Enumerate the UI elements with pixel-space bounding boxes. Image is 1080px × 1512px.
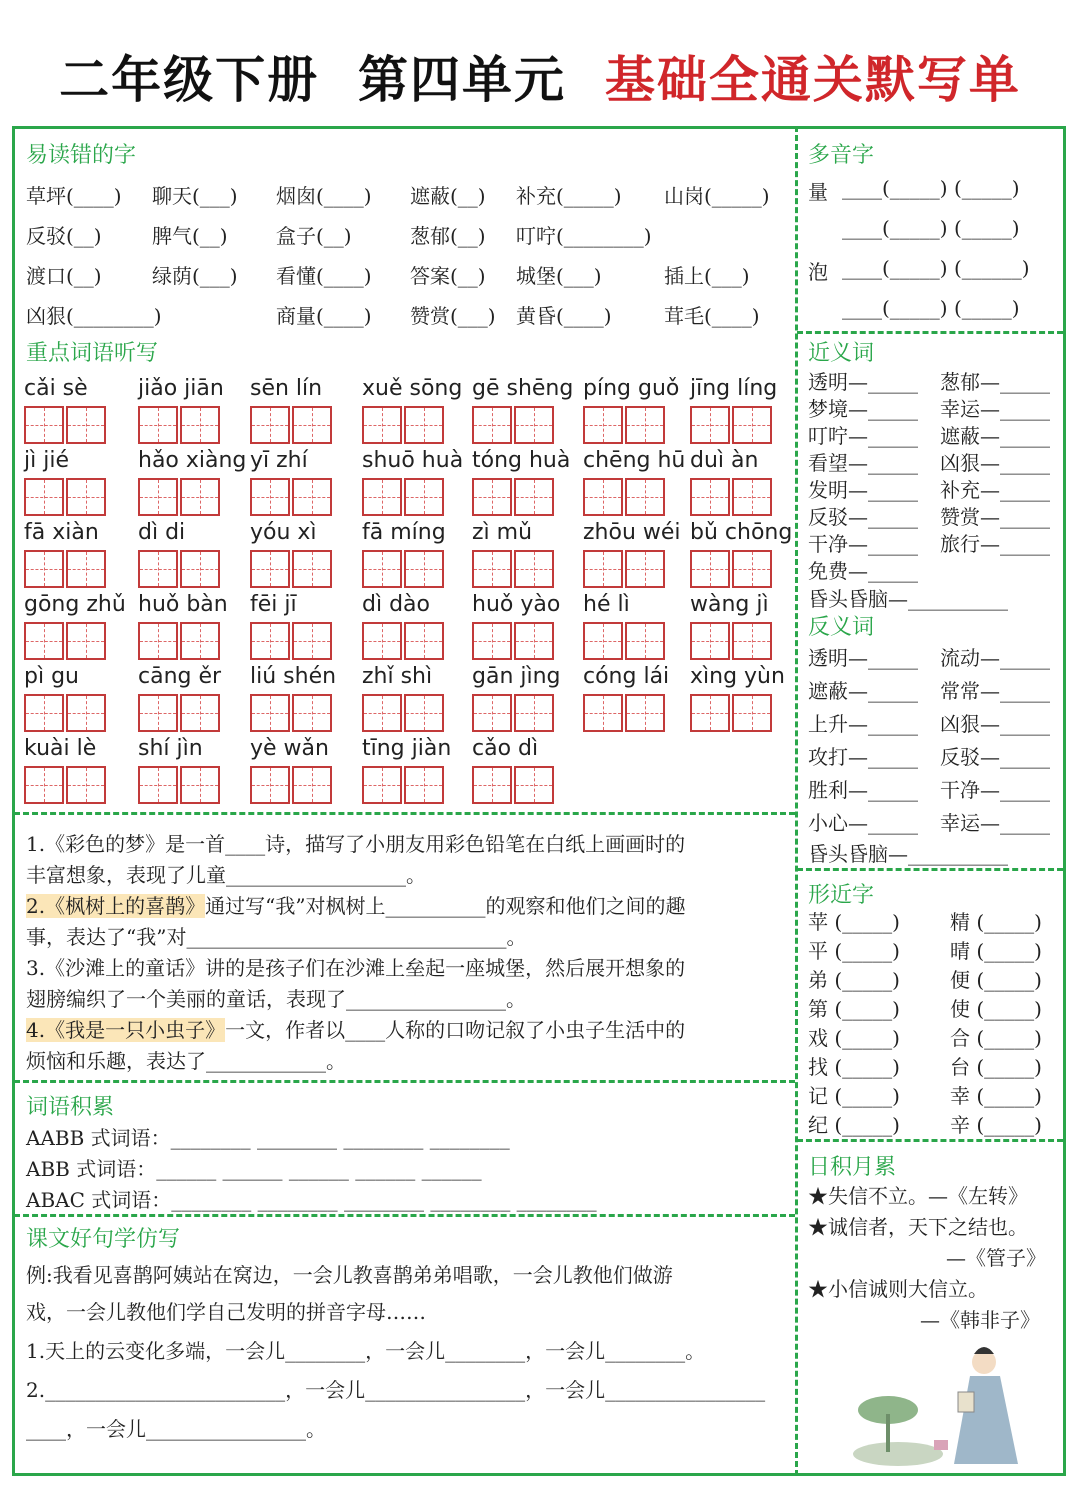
grid-cell[interactable] xyxy=(138,550,178,588)
similar-item: 辛 (_____) xyxy=(950,1113,1042,1137)
antonym-item: 上升—_____ xyxy=(808,712,918,736)
grid-cell[interactable] xyxy=(404,478,444,516)
pinyin-label: cǎi sè xyxy=(24,376,88,401)
misread-item: 商量(____) xyxy=(276,304,372,328)
writing-grid xyxy=(138,478,222,516)
grid-cell[interactable] xyxy=(138,622,178,660)
reading-line-3a: 3.《沙滩上的童话》讲的是孩子们在沙滩上垒起一座城堡，然后展开想象的 xyxy=(26,956,686,980)
writing-grid xyxy=(250,622,334,660)
reading-line-4a xyxy=(26,1014,685,1043)
daily-line-4: ★小信诚则大信立。 xyxy=(808,1277,988,1301)
pinyin-label: cóng lái xyxy=(583,664,670,689)
grid-cell[interactable] xyxy=(292,622,332,660)
misread-item: 葱郁(__) xyxy=(410,224,486,248)
pinyin-label: tóng huà xyxy=(472,448,571,473)
grid-cell[interactable] xyxy=(138,766,178,804)
writing-grid xyxy=(472,478,556,516)
divider-antonyms xyxy=(797,868,1063,871)
grid-cell[interactable] xyxy=(180,766,220,804)
pinyin-label: pì gu xyxy=(24,664,79,689)
writing-grid xyxy=(690,622,774,660)
pinyin-label: jīng líng xyxy=(690,376,778,401)
writing-grid xyxy=(250,766,334,804)
misread-item: 盒子(__) xyxy=(276,224,352,248)
grid-cell[interactable] xyxy=(138,694,178,732)
scholar-illustration xyxy=(850,1336,1050,1468)
grid-cell[interactable] xyxy=(24,406,64,444)
writing-grid xyxy=(472,622,556,660)
grid-cell[interactable] xyxy=(292,550,332,588)
synonym-item: 葱郁—_____ xyxy=(940,370,1050,394)
similar-item: 第 (_____) xyxy=(808,997,900,1021)
similar-item: 幸 (_____) xyxy=(950,1084,1042,1108)
writing-grid xyxy=(24,694,108,732)
writing-grid xyxy=(472,694,556,732)
section-daily-title: 日积月累 xyxy=(808,1155,897,1180)
grid-cell[interactable] xyxy=(404,406,444,444)
pinyin-label: gē shēng xyxy=(472,376,574,401)
synonym-item: 赞赏—_____ xyxy=(940,505,1050,529)
writing-grid xyxy=(362,478,446,516)
section-polyphones-title: 多音字 xyxy=(808,143,875,168)
grid-cell[interactable] xyxy=(362,766,402,804)
synonym-item: 旅行—_____ xyxy=(940,532,1050,556)
misread-item: 遮蔽(__) xyxy=(410,184,486,208)
synonym-item: 看望—_____ xyxy=(808,451,918,475)
writing-grid xyxy=(362,622,446,660)
similar-item: 记 (_____) xyxy=(808,1084,900,1108)
grid-cell[interactable] xyxy=(625,478,665,516)
similar-item: 便 (_____) xyxy=(950,968,1042,992)
grid-cell[interactable] xyxy=(690,622,730,660)
grid-cell[interactable] xyxy=(690,478,730,516)
writing-grid xyxy=(472,406,556,444)
divider-polyphones xyxy=(797,331,1063,334)
similar-item: 戏 (_____) xyxy=(808,1026,900,1050)
writing-grid xyxy=(24,406,108,444)
pinyin-label: liú shén xyxy=(250,664,337,689)
synonym-item: 透明—_____ xyxy=(808,370,918,394)
pinyin-label: tīng jiàn xyxy=(362,736,452,761)
pinyin-label: jiǎo jiān xyxy=(138,376,224,401)
grid-cell[interactable] xyxy=(66,622,106,660)
grid-cell[interactable] xyxy=(472,550,512,588)
grid-cell[interactable] xyxy=(625,550,665,588)
column-divider xyxy=(795,126,798,1476)
grid-cell[interactable] xyxy=(180,406,220,444)
grid-cell[interactable] xyxy=(24,478,64,516)
practice-line-1: 1.天上的云变化多端，一会儿________，一会儿________，一会儿________。 xyxy=(26,1339,706,1363)
grid-cell[interactable] xyxy=(24,694,64,732)
writing-grid xyxy=(138,766,222,804)
grid-cell[interactable] xyxy=(732,694,772,732)
grid-cell[interactable] xyxy=(292,766,332,804)
section-sentences-title: 课文好句学仿写 xyxy=(26,1227,181,1252)
misread-item: 补充(_____) xyxy=(516,184,622,208)
grid-cell[interactable] xyxy=(732,622,772,660)
misread-item: 渡口(__) xyxy=(26,264,102,288)
antonym-item: 反驳—_____ xyxy=(940,745,1050,769)
pinyin-label: hé lì xyxy=(583,592,630,617)
polyphone-blank: ____(_____) (_____) xyxy=(842,176,1020,200)
scholar-hair xyxy=(974,1347,994,1354)
pinyin-label: jì jié xyxy=(24,448,69,473)
writing-grid xyxy=(362,550,446,588)
pinyin-label: huǒ bàn xyxy=(138,592,228,617)
lotus-stem xyxy=(886,1414,890,1452)
antonym-last: 昏头昏脑—__________ xyxy=(808,842,1008,866)
misread-item: 绿荫(___) xyxy=(152,264,238,288)
pinyin-label: fā xiàn xyxy=(24,520,99,545)
writing-grid xyxy=(690,406,774,444)
polyphone-blank: ____(_____) (_____) xyxy=(842,296,1020,320)
grid-cell[interactable] xyxy=(472,694,512,732)
grid-cell[interactable] xyxy=(514,622,554,660)
grid-cell[interactable] xyxy=(472,622,512,660)
antonym-item: 凶狠—_____ xyxy=(940,712,1050,736)
synonym-item: 免费—_____ xyxy=(808,559,918,583)
writing-grid xyxy=(362,406,446,444)
polyphone-char: 量 xyxy=(808,180,828,204)
example-line-1: 例:我看见喜鹊阿姨站在窝边，一会儿教喜鹊弟弟唱歌，一会儿教他们做游 xyxy=(26,1263,673,1287)
pinyin-label: yī zhí xyxy=(250,448,308,473)
grid-cell[interactable] xyxy=(404,694,444,732)
section-dictation-title: 重点词语听写 xyxy=(26,341,159,366)
pinyin-label: xuě sōng xyxy=(362,376,463,401)
writing-grid xyxy=(472,550,556,588)
pinyin-label: píng guǒ xyxy=(583,376,680,401)
grid-cell[interactable] xyxy=(514,478,554,516)
reading-line-1a: 1.《彩色的梦》是一首____诗，描写了小朋友用彩色铅笔在白纸上画画时的 xyxy=(26,832,686,856)
synonym-item: 发明—_____ xyxy=(808,478,918,502)
pinyin-label: shuō huà xyxy=(362,448,464,473)
grid-cell[interactable] xyxy=(583,550,623,588)
similar-item: 台 (_____) xyxy=(950,1055,1042,1079)
grid-cell[interactable] xyxy=(66,694,106,732)
misread-item: 黄昏(____) xyxy=(516,304,612,328)
scholar-robe xyxy=(954,1376,1018,1464)
grid-cell[interactable] xyxy=(690,694,730,732)
pinyin-label: fēi jī xyxy=(250,592,297,617)
grid-cell[interactable] xyxy=(404,550,444,588)
grid-cell[interactable] xyxy=(514,550,554,588)
misread-item: 答案(__) xyxy=(410,264,486,288)
writing-grid xyxy=(138,406,222,444)
antonym-item: 常常—_____ xyxy=(940,679,1050,703)
pinyin-label: zhōu wéi xyxy=(583,520,681,545)
grid-cell[interactable] xyxy=(583,406,623,444)
grid-cell[interactable] xyxy=(625,622,665,660)
grid-cell[interactable] xyxy=(292,478,332,516)
pinyin-label: chēng hū xyxy=(583,448,686,473)
grid-cell[interactable] xyxy=(362,478,402,516)
misread-item: 脾气(__) xyxy=(152,224,228,248)
grid-cell[interactable] xyxy=(362,550,402,588)
pinyin-label: cāng ěr xyxy=(138,664,222,689)
polyphone-blank: ____(_____) (______) xyxy=(842,256,1030,280)
reading-line-4b: 烦恼和乐趣，表达了____________。 xyxy=(26,1049,346,1073)
misread-item: 插上(___) xyxy=(664,264,750,288)
writing-grid xyxy=(138,622,222,660)
misread-item: 凶狠(________) xyxy=(26,304,162,328)
pinyin-label: dì dào xyxy=(362,592,430,617)
synonym-item: 凶狠—_____ xyxy=(940,451,1050,475)
grid-cell[interactable] xyxy=(250,694,290,732)
pinyin-label: hǎo xiàng xyxy=(138,448,247,473)
pinyin-label: cǎo dì xyxy=(472,736,539,761)
daily-line-1: ★失信不立。—《左转》 xyxy=(808,1184,1028,1208)
synonym-item: 干净—_____ xyxy=(808,532,918,556)
misread-item: 草坪(____) xyxy=(26,184,122,208)
writing-grid xyxy=(250,406,334,444)
misread-item: 反驳(__) xyxy=(26,224,102,248)
synonym-item: 反驳—_____ xyxy=(808,505,918,529)
similar-item: 找 (_____) xyxy=(808,1055,900,1079)
example-line-2: 戏，一会儿教他们学自己发明的拼音字母…… xyxy=(26,1300,426,1324)
grid-cell[interactable] xyxy=(180,478,220,516)
writing-grid xyxy=(250,694,334,732)
misread-item: 城堡(___) xyxy=(516,264,602,288)
section-misread-title: 易读错的字 xyxy=(26,143,137,168)
antonym-item: 攻打—_____ xyxy=(808,745,918,769)
grid-cell[interactable] xyxy=(24,622,64,660)
synonym-item: 叮咛—_____ xyxy=(808,424,918,448)
grid-cell[interactable] xyxy=(66,766,106,804)
practice-line-3: ____，一会儿________________。 xyxy=(26,1417,326,1441)
reading-4-text: 一文，作者以____人称的口吻记叙了小虫子生活中的 xyxy=(225,1018,686,1042)
reading-2-title: 2.《枫树上的喜鹊》 xyxy=(26,894,206,918)
similar-item: 合 (_____) xyxy=(950,1026,1042,1050)
writing-grid xyxy=(690,694,774,732)
writing-grid xyxy=(138,550,222,588)
misread-item: 赞赏(___) xyxy=(410,304,496,328)
writing-grid xyxy=(24,550,108,588)
title-sheet: 基础全通关默写单 xyxy=(604,51,1021,109)
writing-grid xyxy=(362,694,446,732)
writing-grid xyxy=(138,694,222,732)
grid-cell[interactable] xyxy=(404,622,444,660)
writing-grid xyxy=(24,766,108,804)
misread-item: 叮咛(________) xyxy=(516,224,652,248)
misread-item: 聊天(___) xyxy=(152,184,238,208)
grid-cell[interactable] xyxy=(404,766,444,804)
abac-line: ABAC 式词语：________ ________ ________ ________ ________ xyxy=(26,1188,597,1212)
pinyin-label: zì mǔ xyxy=(472,520,533,545)
pinyin-label: xìng yùn xyxy=(690,664,785,689)
section-antonyms-title: 反义词 xyxy=(808,615,875,640)
flower-pot xyxy=(934,1440,948,1450)
pinyin-label: dì di xyxy=(138,520,186,545)
polyphone-blank: ____(_____) (_____) xyxy=(842,216,1020,240)
grid-cell[interactable] xyxy=(138,406,178,444)
pinyin-label: bǔ chōng xyxy=(690,520,793,545)
misread-item: 茸毛(____) xyxy=(664,304,760,328)
writing-grid xyxy=(583,406,667,444)
pinyin-label: gōng zhǔ xyxy=(24,592,126,617)
grid-cell[interactable] xyxy=(180,622,220,660)
polyphone-char: 泡 xyxy=(808,260,828,284)
grid-cell[interactable] xyxy=(514,694,554,732)
reading-line-1b: 丰富想象，表现了儿童__________________。 xyxy=(26,863,426,887)
reading-4-title: 4.《我是一只小虫子》 xyxy=(26,1018,226,1042)
scroll-book xyxy=(958,1392,974,1412)
antonym-item: 遮蔽—_____ xyxy=(808,679,918,703)
pinyin-label: duì àn xyxy=(690,448,759,473)
misread-item: 看懂(____) xyxy=(276,264,372,288)
grid-cell[interactable] xyxy=(472,766,512,804)
antonym-item: 小心—_____ xyxy=(808,811,918,835)
reading-line-2b: 事，表达了“我”对________________________________。 xyxy=(26,925,527,949)
writing-grid xyxy=(690,550,774,588)
grid-cell[interactable] xyxy=(180,550,220,588)
daily-line-3: —《管子》 xyxy=(946,1246,1046,1270)
grid-cell[interactable] xyxy=(732,478,772,516)
writing-grid xyxy=(583,622,667,660)
section-synonyms-title: 近义词 xyxy=(808,341,875,366)
divider-similar xyxy=(797,1139,1063,1142)
pinyin-label: yóu xì xyxy=(250,520,317,545)
grid-cell[interactable] xyxy=(24,550,64,588)
writing-grid xyxy=(24,478,108,516)
grid-cell[interactable] xyxy=(250,550,290,588)
grid-cell[interactable] xyxy=(250,622,290,660)
synonym-last: 昏头昏脑—__________ xyxy=(808,587,1008,611)
pinyin-label: huǒ yào xyxy=(472,592,561,617)
antonym-item: 透明—_____ xyxy=(808,646,918,670)
synonym-item: 补充—_____ xyxy=(940,478,1050,502)
grid-cell[interactable] xyxy=(362,694,402,732)
grid-cell[interactable] xyxy=(138,478,178,516)
grid-cell[interactable] xyxy=(66,406,106,444)
pinyin-label: zhǐ shì xyxy=(362,664,433,689)
section-accumulate-title: 词语积累 xyxy=(26,1095,115,1120)
reading-line-3b: 翅膀编织了一个美丽的童话，表现了________________。 xyxy=(26,987,526,1011)
rock-base xyxy=(853,1442,943,1466)
grid-cell[interactable] xyxy=(292,406,332,444)
grid-cell[interactable] xyxy=(514,766,554,804)
section-similar-title: 形近字 xyxy=(808,883,875,908)
similar-item: 弟 (_____) xyxy=(808,968,900,992)
daily-line-5: —《韩非子》 xyxy=(920,1308,1040,1332)
grid-cell[interactable] xyxy=(66,550,106,588)
writing-grid xyxy=(690,478,774,516)
similar-item: 纪 (_____) xyxy=(808,1113,900,1137)
grid-cell[interactable] xyxy=(362,622,402,660)
grid-cell[interactable] xyxy=(690,406,730,444)
grid-cell[interactable] xyxy=(514,406,554,444)
pinyin-label: shí jìn xyxy=(138,736,203,761)
daily-line-2: ★诚信者，天下之结也。 xyxy=(808,1215,1028,1239)
antonym-item: 胜利—_____ xyxy=(808,778,918,802)
grid-cell[interactable] xyxy=(24,766,64,804)
practice-line-2: 2.________________________，一会儿________________，一会儿________________ xyxy=(26,1378,766,1402)
divider-accumulate xyxy=(14,1214,795,1217)
grid-cell[interactable] xyxy=(625,406,665,444)
title-unit: 第四单元 xyxy=(358,51,566,109)
pinyin-label: kuài lè xyxy=(24,736,97,761)
grid-cell[interactable] xyxy=(250,766,290,804)
writing-grid xyxy=(250,478,334,516)
abb-line: ABB 式词语：______ ______ ______ ______ ______ xyxy=(26,1157,482,1181)
grid-cell[interactable] xyxy=(625,694,665,732)
grid-cell[interactable] xyxy=(732,550,772,588)
synonym-item: 遮蔽—_____ xyxy=(940,424,1050,448)
grid-cell[interactable] xyxy=(583,478,623,516)
grid-cell[interactable] xyxy=(472,478,512,516)
antonym-item: 流动—_____ xyxy=(940,646,1050,670)
grid-cell[interactable] xyxy=(472,406,512,444)
aabb-line: AABB 式词语：________ ________ ________ ________ xyxy=(26,1126,510,1150)
grid-cell[interactable] xyxy=(362,406,402,444)
writing-grid xyxy=(24,622,108,660)
similar-item: 平 (_____) xyxy=(808,939,900,963)
pinyin-label: wàng jì xyxy=(690,592,769,617)
pinyin-label: gān jìng xyxy=(472,664,561,689)
synonym-item: 幸运—_____ xyxy=(940,397,1050,421)
similar-item: 使 (_____) xyxy=(950,997,1042,1021)
synonym-item: 梦境—_____ xyxy=(808,397,918,421)
similar-item: 晴 (_____) xyxy=(950,939,1042,963)
page-title xyxy=(0,40,1080,112)
grid-cell[interactable] xyxy=(250,406,290,444)
writing-grid xyxy=(362,766,446,804)
writing-grid xyxy=(583,694,667,732)
grid-cell[interactable] xyxy=(583,622,623,660)
similar-item: 苹 (_____) xyxy=(808,910,900,934)
grid-cell[interactable] xyxy=(180,694,220,732)
similar-item: 精 (_____) xyxy=(950,910,1042,934)
pinyin-label: sēn lín xyxy=(250,376,323,401)
grid-cell[interactable] xyxy=(583,694,623,732)
divider-reading xyxy=(14,1080,795,1083)
divider-dictation xyxy=(14,812,795,815)
reading-2-text: 通过写“我”对枫树上__________的观察和他们之间的趣 xyxy=(205,894,686,918)
grid-cell[interactable] xyxy=(690,550,730,588)
reading-line-2a xyxy=(26,890,686,919)
antonym-item: 幸运—_____ xyxy=(940,811,1050,835)
misread-item: 山岗(_____) xyxy=(664,184,770,208)
pinyin-label: yè wǎn xyxy=(250,736,329,761)
misread-item: 烟囱(____) xyxy=(276,184,372,208)
antonym-item: 干净—_____ xyxy=(940,778,1050,802)
writing-grid xyxy=(583,550,667,588)
pinyin-label: fā míng xyxy=(362,520,446,545)
grid-cell[interactable] xyxy=(66,478,106,516)
writing-grid xyxy=(250,550,334,588)
grid-cell[interactable] xyxy=(250,478,290,516)
writing-grid xyxy=(472,766,556,804)
writing-grid xyxy=(583,478,667,516)
grid-cell[interactable] xyxy=(732,406,772,444)
grid-cell[interactable] xyxy=(292,694,332,732)
title-grade: 二年级下册 xyxy=(59,51,320,109)
